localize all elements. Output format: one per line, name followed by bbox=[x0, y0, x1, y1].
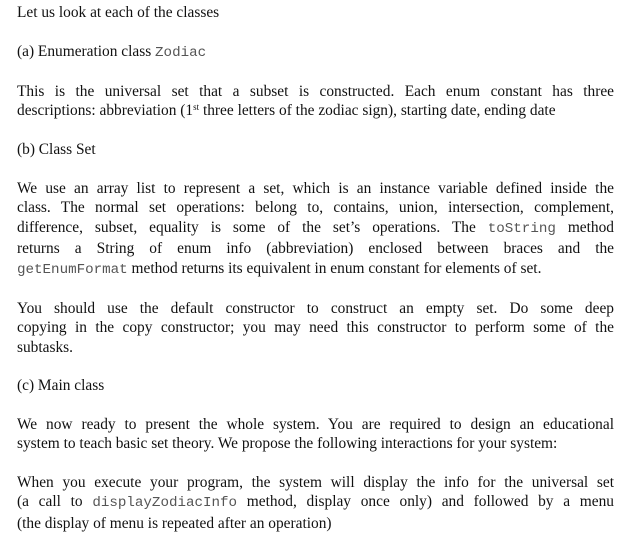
section-b-p1-line-3 bbox=[17, 218, 614, 239]
zodiac-code: Zodiac bbox=[155, 45, 207, 61]
section-b-p1-line-5-end: method returns its equivalent in enum constant for elements of set. bbox=[127, 259, 542, 277]
section-c-heading: (c) Main class bbox=[17, 377, 105, 394]
superscript-st: st bbox=[193, 102, 200, 113]
section-b-p1-line-1: We use an array list to represent a set, which is an instance variable defined inside the bbox=[17, 180, 614, 197]
tostring-code: toString bbox=[487, 220, 556, 237]
section-a-paragraph bbox=[17, 82, 614, 121]
section-c-p1-line-2: system to teach basic set theory. We propose the following interactions for your system: bbox=[17, 435, 558, 453]
section-b-p1-line-2: class. The normal set operations: belong to, contains, union, intersection, complement, bbox=[17, 199, 614, 217]
intro-text: Let us look at each of the classes bbox=[17, 4, 220, 21]
section-b-p2-line-1: You should use the default constructor to construct an empty set. Do some deep bbox=[17, 300, 614, 317]
section-c-p2-line-2 bbox=[17, 492, 614, 513]
section-a-line-2-end: three letters of the zodiac sign), starting date, ending date bbox=[199, 102, 556, 120]
section-b-paragraph-1 bbox=[17, 179, 614, 280]
section-c-p1-line-1: We now ready to present the whole system. You are required to design an educational bbox=[17, 416, 614, 433]
section-c-paragraph-1 bbox=[17, 415, 614, 454]
section-c-p2-line-1: When you execute your program, the system will display the info for the universal set bbox=[17, 474, 614, 491]
section-a-line-2 bbox=[17, 101, 614, 120]
getenumformat-code: getEnumFormat bbox=[17, 261, 128, 278]
section-a-heading bbox=[17, 42, 206, 63]
section-b-p1-line-3-start: difference, subset, equality is some of the set’s operations. The bbox=[17, 218, 488, 236]
displayzodiacinfo-code: displayZodiacInfo bbox=[92, 495, 238, 512]
section-b-p2-line-2: copying in the copy constructor; you may need this constructor to perform some of the bbox=[17, 319, 614, 337]
section-b-heading: (b) Class Set bbox=[17, 141, 96, 158]
section-a-line-2-start: descriptions: abbreviation (1 bbox=[17, 102, 194, 120]
section-c-paragraph-2 bbox=[17, 473, 614, 533]
section-b-p1-line-4: returns a String of enum info (abbreviation) enclosed between braces and the bbox=[17, 240, 614, 258]
section-a-line-1: This is the universal set that a subset is constructed. Each enum constant has three bbox=[17, 83, 614, 100]
section-b-p1-line-5 bbox=[17, 259, 614, 280]
section-a-heading-text: (a) Enumeration class bbox=[17, 43, 156, 60]
section-c-p2-line-2-start: (a call to bbox=[17, 493, 93, 511]
section-b-p2-line-3: subtasks. bbox=[17, 338, 74, 356]
section-c-p2-line-3: (the display of menu is repeated after an operation) bbox=[17, 514, 332, 532]
section-c-p2-line-2-end: method, display once only) and followed by a menu bbox=[237, 493, 614, 511]
section-b-p1-line-3-end: method bbox=[555, 218, 614, 236]
section-b-paragraph-2 bbox=[17, 299, 614, 357]
